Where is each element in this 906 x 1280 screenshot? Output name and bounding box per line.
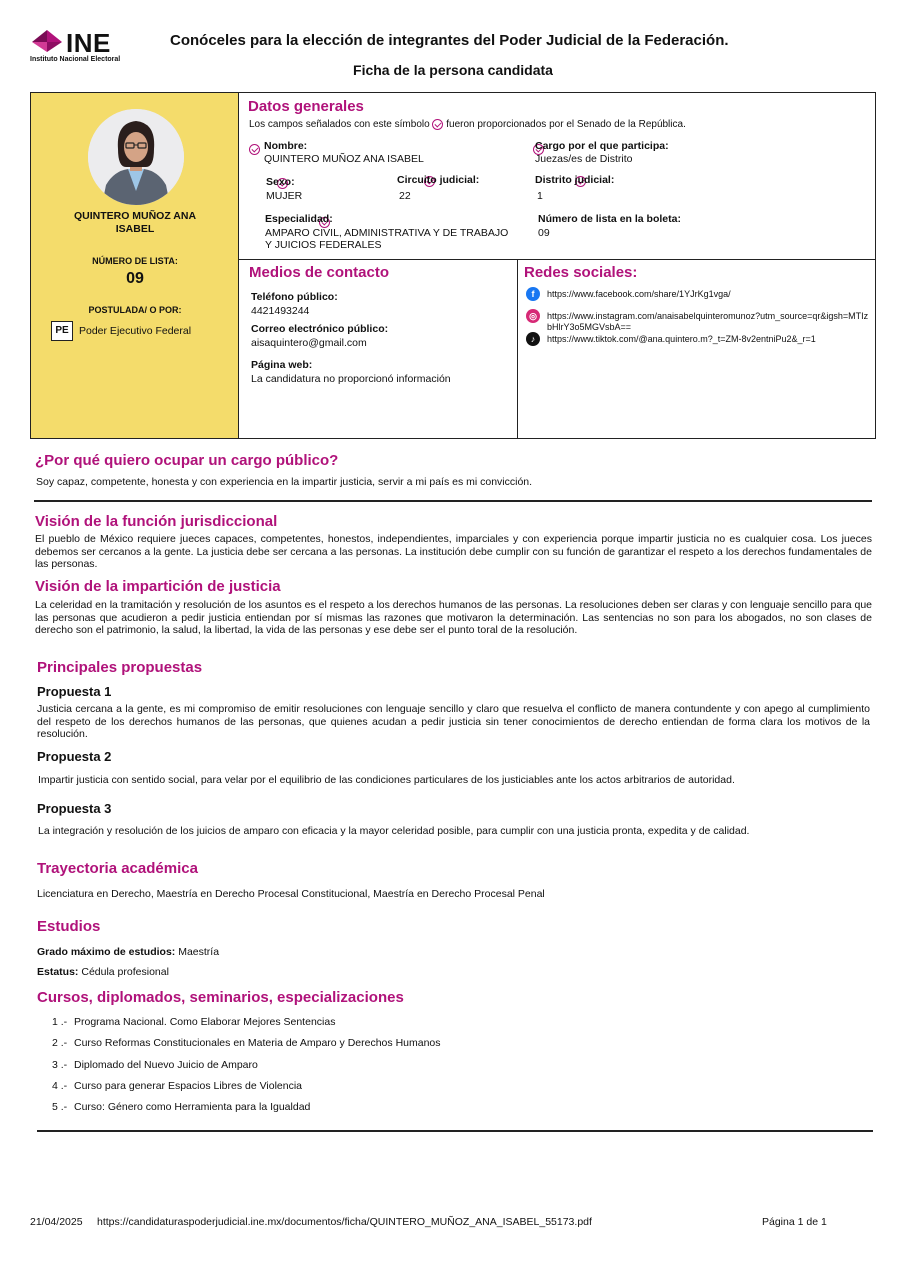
list-item-number: 1 .- (52, 1016, 68, 1028)
especialidad-value (265, 227, 508, 251)
redes-section (518, 260, 876, 438)
check-icon (432, 119, 443, 130)
candidate-name (31, 210, 239, 236)
person-photo-icon (88, 109, 184, 205)
divider (37, 1130, 873, 1132)
web-value: La candidatura no proporcionó información (251, 373, 451, 385)
porque-text: Soy capaz, competente, honesta y con experiencia en la impartir justicia, servir a mi país es mi convicción. (36, 476, 533, 488)
grado-value: Maestría (178, 946, 220, 958)
grado-row (37, 946, 219, 958)
datos-generales-title: Datos generales (248, 98, 364, 115)
telefono-label: Teléfono público: (251, 291, 338, 303)
list-item (52, 1101, 310, 1113)
propuesta-2-text: Impartir justicia con sentido social, para velar por el equilibrio de las condiciones particulares de los justiciables ante los actos arbitrarios de autoridad. (38, 774, 735, 786)
list-number-label: NÚMERO DE LISTA: (92, 256, 178, 266)
cargo-label: Cargo por el que participa: (535, 140, 669, 152)
especialidad-label: Especialidad: (265, 213, 333, 225)
vision-imparticion-title: Visión de la impartición de justicia (35, 578, 281, 595)
senado-note (249, 119, 686, 130)
note-after: fueron proporcionados por el Senado de la República. (446, 119, 686, 131)
list-item-text: Programa Nacional. Como Elaborar Mejores Sentencias (74, 1016, 336, 1028)
list-item-text: Diplomado del Nuevo Juicio de Amparo (74, 1059, 258, 1071)
nombre-label: Nombre: (264, 140, 308, 152)
list-item-number: 4 .- (52, 1080, 68, 1092)
estatus-label: Estatus: (37, 966, 79, 978)
web-label: Página web: (251, 359, 313, 371)
footer-url[interactable]: https://candidaturaspoderjudicial.ine.mx/documentos/ficha/QUINTERO_MUÑOZ_ANA_ISABEL_55173.pdf (97, 1216, 592, 1228)
cursos-title: Cursos, diplomados, seminarios, especializaciones (37, 989, 404, 1006)
vision-funcion-text: El pueblo de México requiere jueces capaces, competentes, honestos, independientes, imparciales y con experiencia porque impartir justicia no es cualquier cosa. Los jueces debemos ser cercanos a la gente. La justicia debe ser cercana a las personas. La institución debe cumplir con su función de garantizar el respeto a los derechos fundamentales de las personas. (35, 533, 872, 570)
candidate-card (30, 92, 876, 439)
list-item (52, 1080, 302, 1092)
datos-generales-section (239, 93, 876, 260)
estudios-title: Estudios (37, 918, 101, 935)
trayectoria-text: Licenciatura en Derecho, Maestría en Derecho Procesal Constitucional, Maestría en Derecho Procesal Penal (37, 888, 545, 900)
list-number: 09 (126, 270, 144, 287)
vision-funcion-title: Visión de la función jurisdiccional (35, 513, 278, 530)
divider (34, 500, 872, 502)
list-item-number: 3 .- (52, 1059, 68, 1071)
telefono-value[interactable]: 4421493244 (251, 305, 310, 317)
footer-page: Página 1 de 1 (762, 1216, 827, 1228)
propuesta-2-label: Propuesta 2 (37, 749, 112, 764)
instagram-link[interactable]: https://www.instagram.com/anaisabelquinteromunoz?utm_source=qr&igsh=MTIzbHlrY3o5MGVsbA== (547, 311, 869, 332)
logo-text: INE (66, 28, 111, 58)
list-item (52, 1037, 441, 1049)
candidate-name-line2: ISABEL (115, 223, 155, 235)
facebook-link[interactable]: https://www.facebook.com/share/1YJrKg1vga/ (547, 289, 731, 299)
num-lista-label: Número de lista en la boleta: (538, 213, 681, 225)
candidate-photo (88, 109, 184, 205)
redes-title: Redes sociales: (524, 264, 638, 281)
logo-subtitle: Instituto Nacional Electoral (30, 56, 121, 63)
nominated-label: POSTULADA/ O POR: (88, 305, 182, 315)
sexo-value: MUJER (266, 190, 303, 202)
propuesta-1-text: Justicia cercana a la gente, es mi compromiso de emitir resoluciones con lenguaje sencillo y claro que resuelva el conflicto de manera contundente y con apego al cumplimiento del respeto de los derechos humanos de las personas, que quienes acudan a pedir justicia sin tener conocimientos de derecho entiendan de forma clara los motivos de la resolución. (37, 703, 870, 740)
page-subtitle: Ficha de la persona candidata (353, 62, 553, 78)
estatus-value: Cédula profesional (81, 966, 169, 978)
sexo-label: Sexo: (266, 176, 295, 188)
estatus-row (37, 966, 169, 978)
propuesta-3-label: Propuesta 3 (37, 801, 112, 816)
check-icon (249, 144, 260, 155)
circuito-label: Circuito judicial: (397, 174, 480, 186)
nombre-value: QUINTERO MUÑOZ ANA ISABEL (264, 153, 424, 165)
nominator-badge: PE (51, 321, 73, 341)
cargo-value: Juezas/es de Distrito (535, 153, 633, 165)
trayectoria-title: Trayectoria académica (37, 860, 198, 877)
porque-title: ¿Por qué quiero ocupar un cargo público? (35, 452, 339, 469)
list-item (52, 1016, 335, 1028)
num-lista-value: 09 (538, 227, 550, 239)
note-before: Los campos señalados con este símbolo (249, 119, 430, 131)
contacto-section (239, 260, 518, 438)
ine-logo-icon (30, 28, 64, 54)
list-item-text: Curso: Género como Herramienta para la Igualdad (74, 1101, 311, 1113)
circuito-value: 22 (399, 190, 411, 202)
especialidad-line2: Y JUICIOS FEDERALES (265, 239, 382, 251)
list-item-text: Curso Reformas Constitucionales en Materia de Amparo y Derechos Humanos (74, 1037, 441, 1049)
tiktok-icon: ♪ (526, 332, 540, 346)
list-item-number: 2 .- (52, 1037, 68, 1049)
page-title: Conóceles para la elección de integrantes del Poder Judicial de la Federación. (170, 32, 729, 49)
contacto-title: Medios de contacto (249, 264, 390, 281)
vision-imparticion-text: La celeridad en la tramitación y resolución de los asuntos es el respeto a los derechos humanos de las personas. La resoluciones deben ser claras y con lenguaje sencillo para que las personas que acudieron a pedir justicia entiendan por sí mismas las razones que motivaron la determinación. Las sentencias no son para los abogados, no son clases de derecho son el patrimonio, la salud, la libertad, la vida de las personas y ese debe ser el punto toral de la resolución. (35, 599, 873, 636)
list-item (52, 1059, 258, 1071)
correo-value[interactable]: aisaquintero@gmail.com (251, 337, 367, 349)
candidate-name-line1: QUINTERO MUÑOZ ANA (73, 210, 197, 222)
distrito-value: 1 (537, 190, 543, 202)
propuesta-3-text: La integración y resolución de los juicios de amparo con eficacia y la mayor celeridad posible, para cumplir con una justicia pronta, expedita y de calidad. (38, 825, 750, 837)
facebook-icon: f (526, 287, 540, 301)
instagram-icon: ◎ (526, 309, 540, 323)
list-item-number: 5 .- (52, 1101, 68, 1113)
footer-date: 21/04/2025 (30, 1216, 83, 1228)
tiktok-link[interactable]: https://www.tiktok.com/@ana.quintero.m?_t=ZM-8v2entniPu2&_r=1 (547, 334, 816, 344)
list-item-text: Curso para generar Espacios Libres de Violencia (74, 1080, 303, 1092)
candidate-sidebar (31, 93, 239, 438)
distrito-label: Distrito judicial: (535, 174, 615, 186)
correo-label: Correo electrónico público: (251, 323, 389, 335)
nominator-name: Poder Ejecutivo Federal (79, 325, 192, 337)
grado-label: Grado máximo de estudios: (37, 946, 176, 958)
especialidad-line1: AMPARO CIVIL, ADMINISTRATIVA Y DE TRABAJO (265, 227, 509, 239)
propuestas-title: Principales propuestas (37, 659, 203, 676)
propuesta-1-label: Propuesta 1 (37, 684, 112, 699)
